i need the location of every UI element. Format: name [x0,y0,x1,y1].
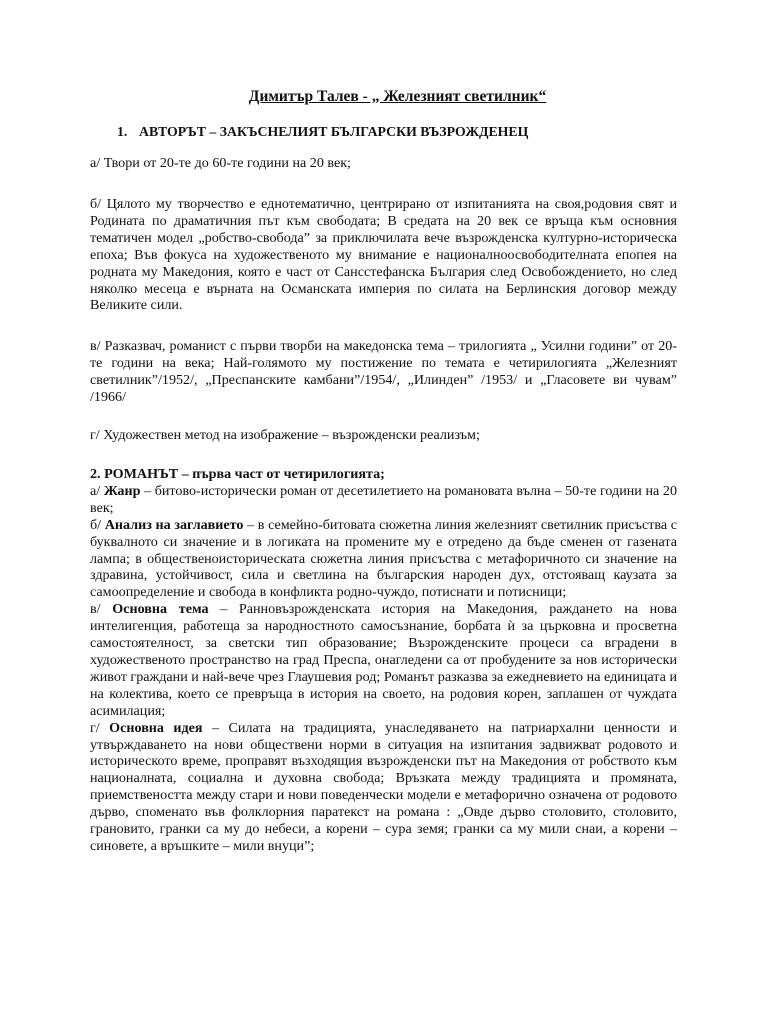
item-prefix: б/ [90,516,105,533]
item-text-genre: – битово-исторически роман от десетилетието на романовата вълна – 50-те години на 20 век; [90,482,677,516]
paragraph-v [90,338,677,406]
section-2-heading: 2. РОМАНЪТ – първа част от четирилогията; [90,466,385,482]
item-label-genre: Жанр [103,482,141,499]
section-1-number: 1. [117,124,128,139]
section-2-item-title-analysis [90,517,677,602]
item-label-main-idea: Основна идея [109,719,203,736]
section-2 [90,466,677,855]
paragraph-a-text: а/ Твори от 20-те до 60-те години на 20 век; [90,155,351,171]
item-prefix: г/ [90,719,110,736]
paragraph-v-text: в/ Разказвач, романист с първи творби на македонска тема – трилогията „ Усилни години” от 20-те години на века; Най-голямото му постижение по темата е четирилогията „Железният светилник”/1952/, „Преспанските камбани”/1954/, „Илинден” /1953/ и „Гласовете ви чувам” /1966/ [90,338,677,405]
section-2-item-main-idea [90,720,677,855]
section-1-heading [117,123,528,140]
paragraph-b-text: б/ Цялото му творчество е еднотематично, центрирано от изпитанията на своя,родовия свят и Родината по драматичния път към свободата; В средата на 20 век се връща към основния тематичен модел „робство-свобода” за приключилата вече възрожденска културно-историческа епоха; Във фокуса на художественото му внимание е националноосвободителната епопея на родната му Македония, която е част от Сансстефанска България след Освобождението, но след няколко месеца е върната на Османската империя по силата на Берлинския договор между Великите сили. [90,196,677,314]
document-title: Димитър Талев - „ Железният светилник“ [248,88,547,105]
paragraph-a [90,155,677,172]
item-prefix: а/ [90,482,104,499]
item-label-main-theme: Основна тема [112,601,209,618]
paragraph-g-text: г/ Художествен метод на изображение – възрожденски реализъм; [90,427,480,443]
paragraph-b [90,196,677,314]
section-1-heading-text: АВТОРЪТ – ЗАКЪСНЕЛИЯТ БЪЛГАРСКИ ВЪЗРОЖДЕНЕЦ [139,124,529,139]
item-text-main-theme: – Ранновъзрожденската история на Македония, раждането на нова интелигенция, работеща за народностното самосъзнание, борбата ѝ за църковна и просветна самостоятелност, за светски тип образование; Възрожденските процеси са вградени в художественото пространство на град Преспа, онагледени са от пробудените за нов исторически живот граждани и най-вече чрез Глаушевия род; Романът разказва за ежедневието на единицата и на колектива, което се превръща в история на своето, на родовия корен, заплашен от чуждата асимилация; [90,601,677,719]
item-text-title-analysis: – в семейно-битовата сюжетна линия железният светилник присъства с буквалното си значение и в логиката на промените му е отредено да бъде сменен от газената лампа; в общественоисторическата сюжетна линия присъства с метафоричното си значение на здравина, устойчивост, сила и светлина на българския народен дух, отстояващ каузата за самоопределение и свобода в конфликта родно-чуждо, потиснати и потисници; [90,516,677,601]
item-text-main-idea: – Силата на традицията, унаследяването на патриархални ценности и утвърждаването на нови обществени норми в ситуация на изпитания задвижват родовото и историческото време, проправят възходящия възрожденски път на Македония от робството към националната, социална и духовна свобода; Връзката между традицията и промяната, приемствеността между стари и нови поведенчески модели е метафорично означена от родовото дърво, споменато във фолклорния паратекст на романа : „Овде дърво столовито, столовито, грановито, гранки са му до небеси, а корени – сура земя; гранки са му мили снаи, а корени – синовете, а връшките – мили внуци”; [90,719,677,854]
section-2-item-main-theme [90,601,677,719]
section-2-item-genre [90,483,677,517]
item-label-title-analysis: Анализ на заглавието [104,516,244,533]
item-prefix: в/ [90,601,113,618]
paragraph-g [90,427,677,444]
